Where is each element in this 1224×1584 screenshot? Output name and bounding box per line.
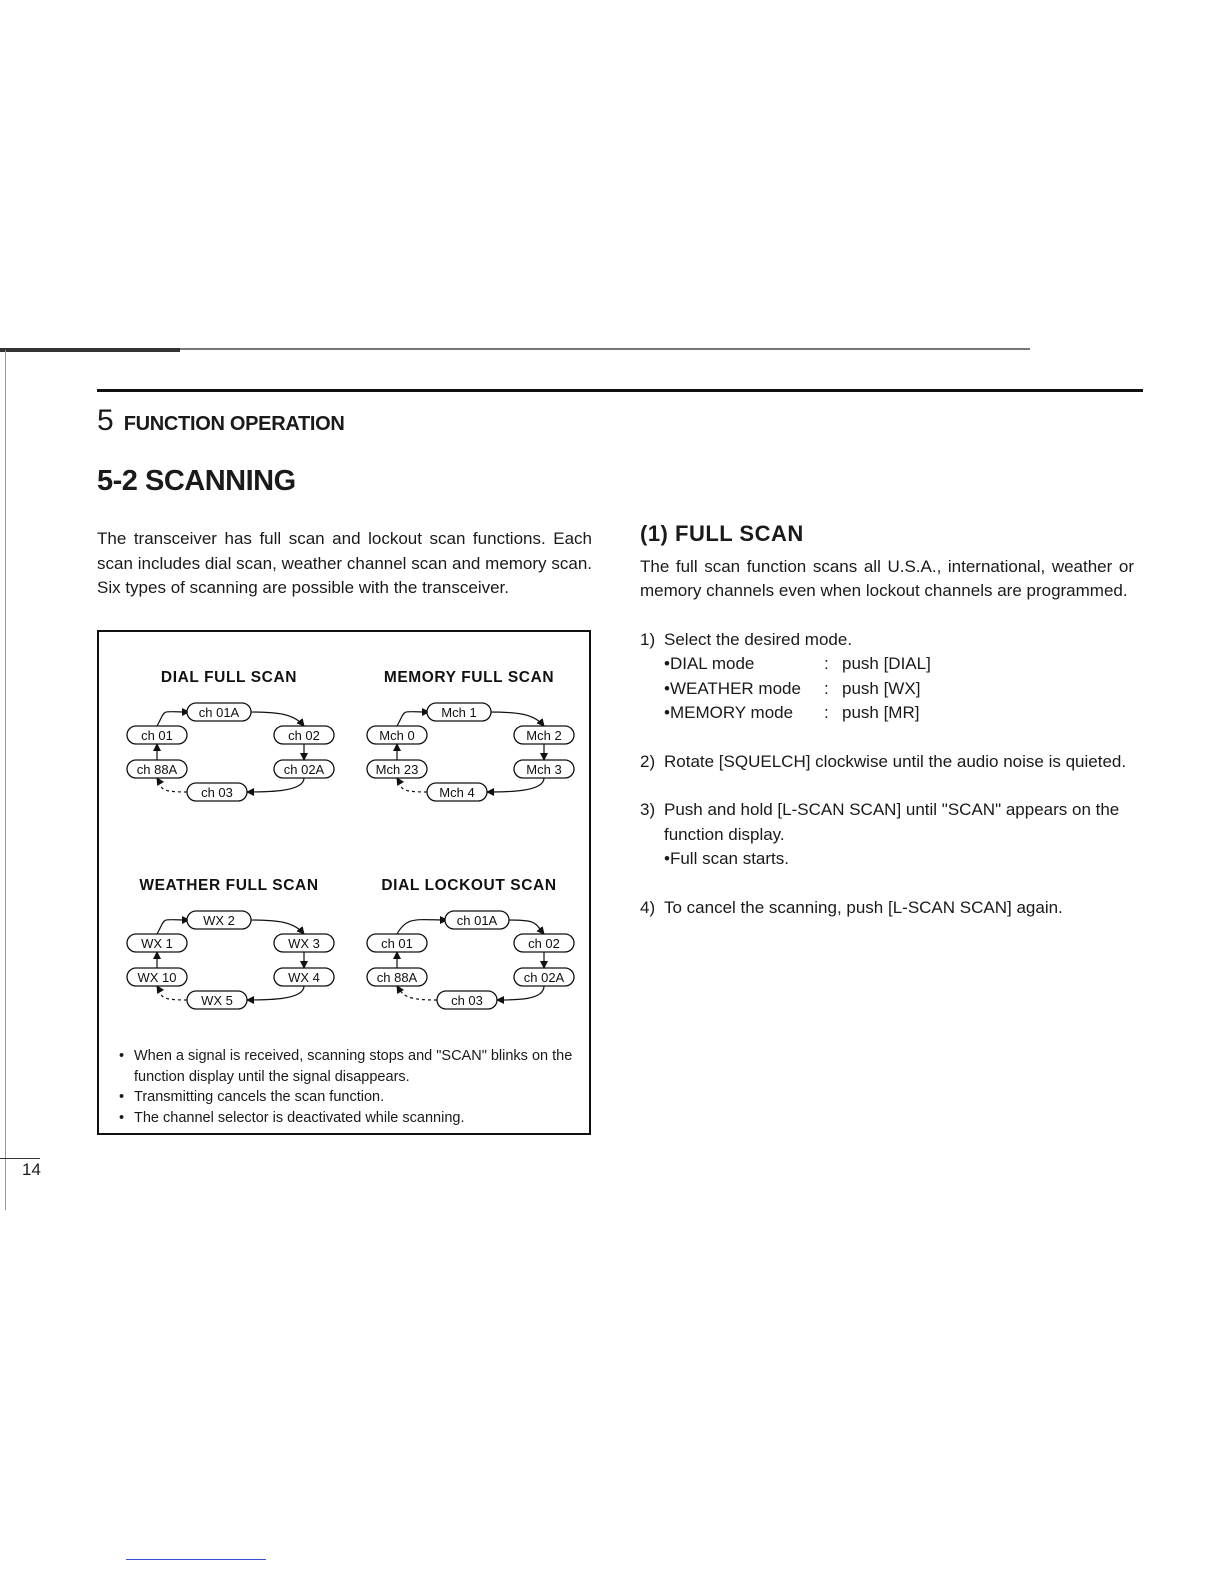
page-left-edge — [5, 350, 6, 1210]
scan-artifact-line-thick — [0, 348, 180, 352]
channel-label: ch 02 — [528, 936, 560, 951]
chapter-title: FUNCTION OPERATION — [123, 413, 345, 435]
channel-label: WX 5 — [201, 993, 233, 1008]
channel-label: ch 01A — [198, 705, 240, 720]
diagram-dial_lockout — [367, 877, 574, 1009]
step-number: 4) — [640, 897, 656, 917]
channel-label: ch 01 — [141, 728, 173, 743]
mode-label: • MEMORY mode — [664, 701, 824, 726]
step-item — [640, 628, 1134, 726]
channel-label: WX 1 — [141, 936, 173, 951]
step-text: Push and hold [L-SCAN SCAN] until "SCAN" appears on the function display. — [664, 800, 1120, 844]
channel-label: WX 2 — [203, 913, 235, 928]
step-number: 1) — [640, 629, 656, 649]
mode-sep: : — [824, 703, 829, 722]
scan-artifact-underline — [126, 1559, 266, 1560]
full-scan-description: The full scan function scans all U.S.A., international, weather or memory channels even when lockout channels are programmed. — [640, 556, 1134, 600]
diagram-title: MEMORY FULL SCAN — [383, 669, 555, 686]
mode-action: push [WX] — [842, 678, 921, 698]
diagram-memory_full — [367, 669, 574, 801]
scan-types-box — [97, 630, 591, 1135]
diagram-layer — [127, 669, 574, 1009]
channel-label: ch 02A — [523, 970, 565, 985]
channel-label: Mch 2 — [526, 728, 562, 743]
channel-label: ch 88A — [136, 762, 178, 777]
step-number: 3) — [640, 800, 656, 819]
channel-label: Mch 1 — [441, 705, 477, 720]
full-scan-section — [640, 522, 1134, 944]
diagram-title: DIAL LOCKOUT SCAN — [381, 877, 557, 894]
chapter-heading — [97, 404, 345, 438]
full-scan-heading: (1) FULL SCAN — [640, 521, 804, 546]
channel-label: ch 01A — [456, 913, 498, 928]
mode-table — [664, 652, 1134, 726]
header-rule — [97, 389, 1143, 392]
channel-label: ch 02 — [288, 728, 320, 743]
diagram-weather_full — [127, 877, 334, 1009]
step-item — [640, 798, 1134, 872]
channel-label: WX 10 — [137, 970, 177, 985]
mode-action: push [MR] — [842, 703, 920, 722]
step-text: To cancel the scanning, push [L-SCAN SCAN] again. — [664, 897, 1063, 917]
step-text: Select the desired mode. — [664, 629, 853, 649]
channel-label: WX 4 — [288, 970, 320, 985]
step-note: • Full scan starts. — [664, 847, 1134, 872]
chapter-number: 5 — [97, 404, 114, 437]
section-title: 5-2 SCANNING — [97, 465, 296, 497]
step-item — [640, 896, 1134, 921]
diagram-dial_full — [127, 669, 334, 801]
step-text: Rotate [SQUELCH] clockwise until the audio noise is quieted. — [664, 751, 1127, 771]
channel-label: ch 03 — [451, 993, 483, 1008]
step-item — [640, 750, 1134, 775]
note-item: • The channel selector is deactivated while scanning. — [119, 1108, 579, 1129]
note-item: • When a signal is received, scanning stops and "SCAN" blinks on the function display until the signal disappears. — [119, 1046, 579, 1087]
note-item: • Transmitting cancels the scan function. — [119, 1087, 579, 1108]
steps-list — [640, 628, 1134, 921]
mode-sep: : — [824, 678, 829, 698]
channel-label: ch 88A — [376, 970, 418, 985]
mode-label: • WEATHER mode — [664, 677, 824, 702]
channel-label: ch 02A — [283, 762, 325, 777]
channel-label: Mch 0 — [379, 728, 415, 743]
page-number: 14 — [22, 1160, 41, 1179]
mode-sep: : — [824, 654, 829, 673]
scan-notes — [119, 1046, 579, 1128]
channel-label: Mch 4 — [439, 785, 475, 800]
channel-label: ch 03 — [201, 785, 233, 800]
mode-label: • DIAL mode — [664, 652, 824, 677]
channel-label: Mch 3 — [526, 762, 562, 777]
channel-label: Mch 23 — [375, 762, 419, 777]
channel-label: WX 3 — [288, 936, 320, 951]
mode-action: push [DIAL] — [842, 654, 931, 673]
step-number: 2) — [640, 751, 656, 771]
channel-label: ch 01 — [381, 936, 413, 951]
diagram-title: DIAL FULL SCAN — [160, 669, 298, 686]
page-number-rule — [0, 1158, 40, 1159]
intro-paragraph: The transceiver has full scan and lockout scan functions. Each scan includes dial scan, weather channel scan and memory scan. Six types of scanning are possible with the transceiver. — [97, 529, 592, 597]
diagram-title: WEATHER FULL SCAN — [139, 877, 319, 894]
